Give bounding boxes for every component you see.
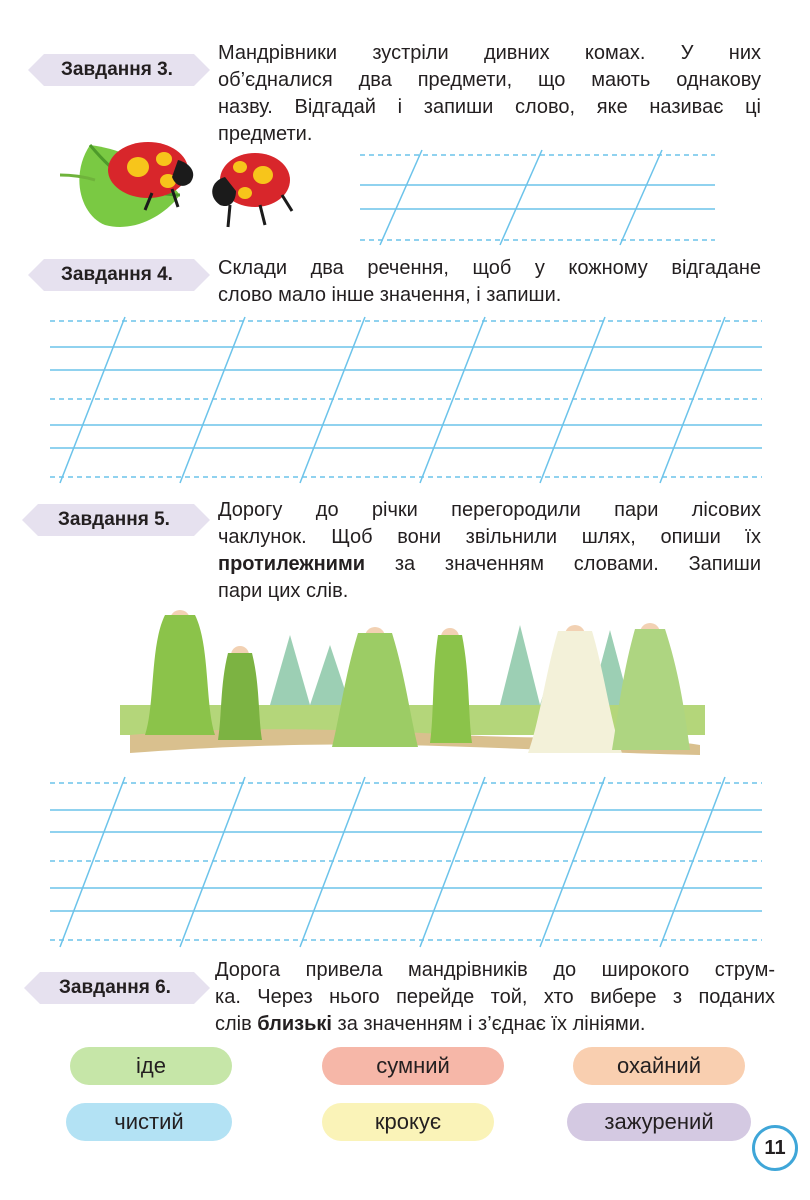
task-3-line-4: предмети.	[218, 123, 313, 145]
task-5-line-3	[218, 551, 761, 578]
task-5-line-2: чаклунок. Щоб вони звільнили шлях, опиши їх	[218, 526, 761, 548]
word-pill-chystyi[interactable]: чистий	[66, 1103, 232, 1141]
task-6-text	[215, 957, 775, 1038]
task-3-line-2: об’єдналися два предмети, що мають однакову	[218, 69, 761, 91]
task-5-line-1: Дорогу до річки перегородили пари лісових	[218, 499, 761, 521]
word-pill-zazhurenyi[interactable]: зажурений	[567, 1103, 751, 1141]
task-3-writing-lines	[360, 145, 720, 250]
task-4-writing-lines	[50, 315, 765, 485]
task-4-label-text: Завдання 4.	[61, 264, 173, 285]
word-pill-sumnyi[interactable]: сумний	[322, 1047, 504, 1085]
task-6-line-2: ка. Через нього перейде той, хто вибере з поданих	[215, 986, 775, 1008]
task-4-label	[22, 257, 212, 293]
task-5-label-text: Завдання 5.	[58, 509, 170, 530]
task-6-line-3-rest: за значенням і з’єднає їх лініями.	[331, 1013, 646, 1035]
task-4-line-2: слово мало інше значення, і запиши.	[218, 284, 562, 306]
task-6-line-3	[215, 1011, 775, 1038]
task-4-line-1: Склади два речення, щоб у кожному відгадане	[218, 257, 761, 279]
task-3-line-3: назву. Відгадай і запиши слово, яке називає ці	[218, 96, 761, 118]
forest-sorceresses-illustration	[120, 585, 705, 770]
task-6-line-3-pre: слів	[215, 1013, 258, 1035]
ladybugs-illustration	[60, 115, 300, 240]
task-5-bold-word: протилежними	[218, 553, 366, 575]
task-5-writing-lines	[50, 775, 765, 950]
page-number: 11	[752, 1125, 798, 1171]
task-6-label-text: Завдання 6.	[59, 977, 171, 998]
task-5-label	[16, 502, 212, 538]
task-6-bold-word: близькі	[257, 1013, 332, 1035]
task-5-line-3-rest: за значенням словами. Запиши	[365, 553, 761, 575]
word-pill-krokuie[interactable]: крокує	[322, 1103, 494, 1141]
task-3-line-1: Мандрівники зустріли дивних комах. У них	[218, 42, 761, 64]
task-4-text	[218, 255, 761, 309]
task-5-line-4: пари цих слів.	[218, 580, 349, 602]
word-pill-ide[interactable]: іде	[70, 1047, 232, 1085]
task-6-label	[18, 970, 212, 1006]
word-pill-okhainyi[interactable]: охайний	[573, 1047, 745, 1085]
task-6-line-1: Дорога привела мандрівників до широкого струм-	[215, 959, 775, 981]
task-3-label-text: Завдання 3.	[61, 59, 173, 80]
task-3-label	[22, 52, 212, 88]
